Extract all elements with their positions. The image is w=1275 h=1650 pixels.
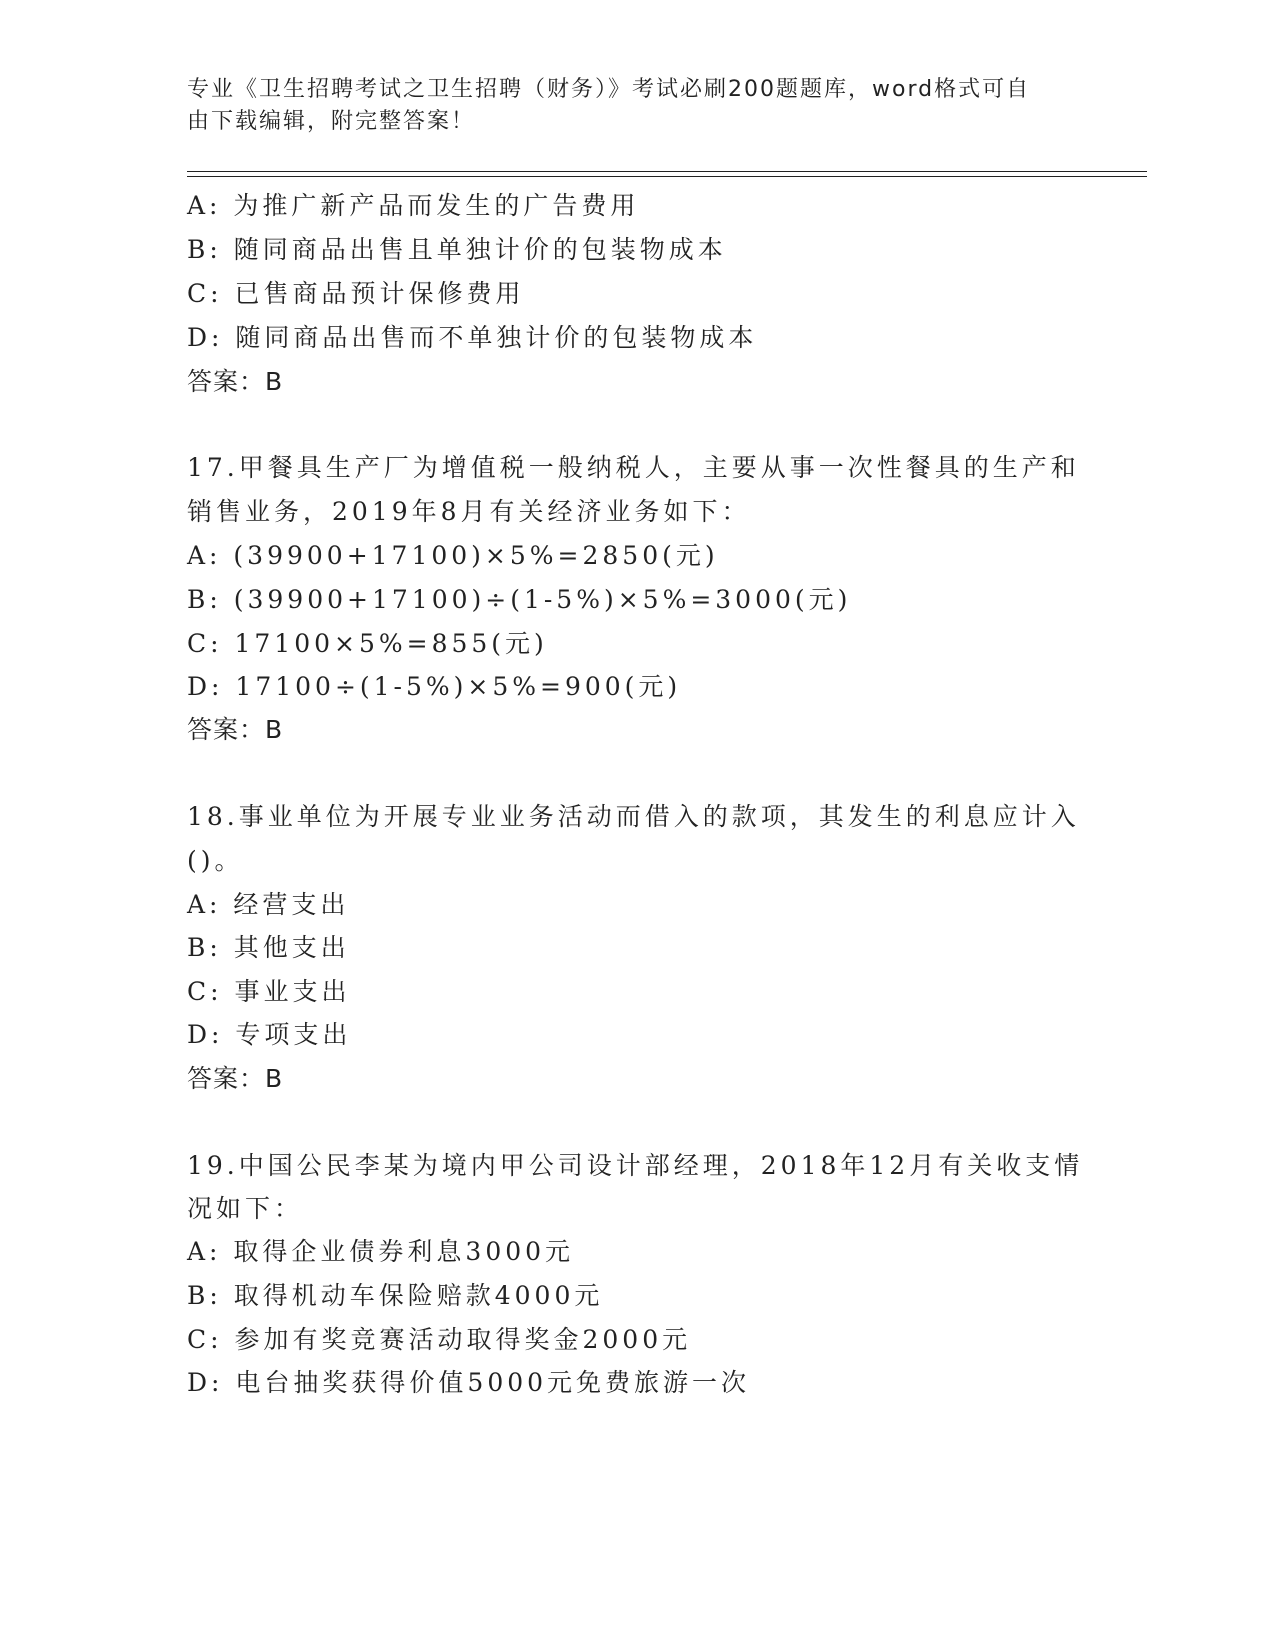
header-rule-bottom	[187, 176, 1147, 177]
q17-option-c: C: 17100×5%=855(元)	[187, 629, 548, 658]
q19-stem-line-2: 况如下：	[187, 1194, 304, 1223]
q19-option-a: A: 取得企业债券利息3000元	[187, 1237, 575, 1266]
q17-answer: 答案：B	[187, 715, 284, 744]
q18-option-c: C: 事业支出	[187, 977, 351, 1006]
q16-option-a: A: 为推广新产品而发生的广告费用	[187, 191, 640, 220]
header-line-1: 专业《卫生招聘考试之卫生招聘（财务）》考试必刷200题题库，word格式可自	[187, 77, 1031, 102]
q19-stem-line-1: 19.中国公民李某为境内甲公司设计部经理，2018年12月有关收支情	[187, 1151, 1084, 1180]
q17-option-b: B: (39900+17100)÷(1-5%)×5%=3000(元)	[187, 585, 852, 614]
q18-option-a: A: 经营支出	[187, 890, 350, 919]
q17-option-d: D: 17100÷(1-5%)×5%=900(元)	[187, 672, 682, 701]
q18-option-b: B: 其他支出	[187, 933, 350, 962]
header-rule-top	[187, 171, 1147, 172]
q16-answer: 答案：B	[187, 367, 284, 396]
document-header	[187, 74, 1067, 138]
q17-stem-line-1: 17.甲餐具生产厂为增值税一般纳税人，主要从事一次性餐具的生产和	[187, 453, 1080, 482]
q16-option-b: B: 随同商品出售且单独计价的包装物成本	[187, 235, 727, 264]
q18-stem-line-2: ()。	[187, 846, 244, 875]
q17-option-a: A: (39900+17100)×5%=2850(元)	[187, 541, 719, 570]
q18-answer: 答案：B	[187, 1064, 284, 1093]
header-line-2: 由下载编辑，附完整答案！	[187, 109, 476, 134]
q19-option-d: D: 电台抽奖获得价值5000元免费旅游一次	[187, 1368, 751, 1397]
q18-option-d: D: 专项支出	[187, 1020, 352, 1049]
q18-stem-line-1: 18.事业单位为开展专业业务活动而借入的款项，其发生的利息应计入	[187, 802, 1080, 831]
q19-option-c: C: 参加有奖竞赛活动取得奖金2000元	[187, 1325, 692, 1354]
q17-stem-line-2: 销售业务，2019年8月有关经济业务如下：	[187, 497, 751, 526]
q19-option-b: B: 取得机动车保险赔款4000元	[187, 1281, 604, 1310]
q16-option-d: D: 随同商品出售而不单独计价的包装物成本	[187, 323, 758, 352]
q16-option-c: C: 已售商品预计保修费用	[187, 279, 525, 308]
